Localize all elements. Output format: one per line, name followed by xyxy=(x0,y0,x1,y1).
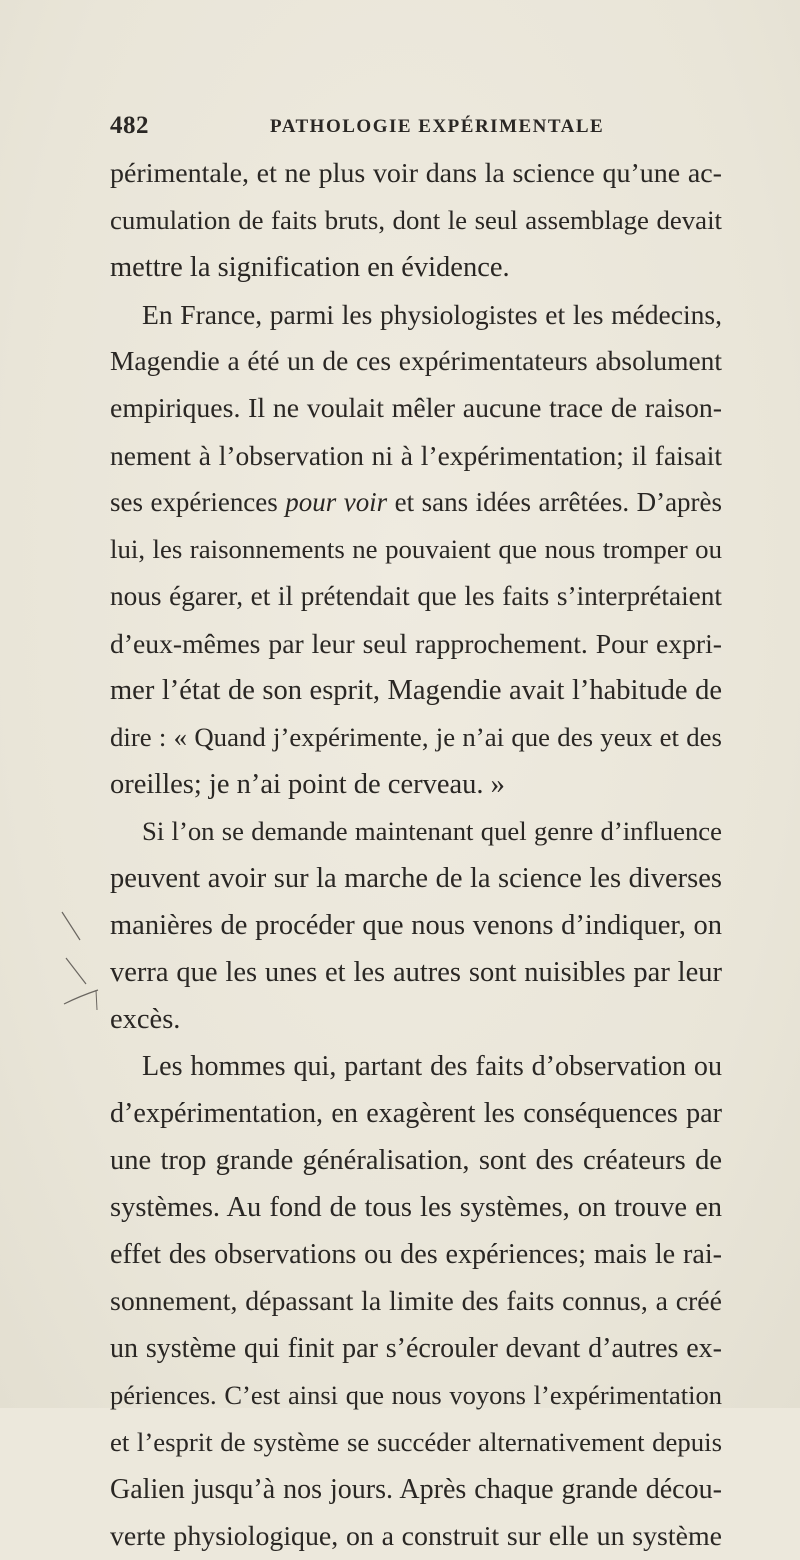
text-line: d’expérimentation, en exagèrent les conséquences par xyxy=(110,1098,722,1129)
text-line: périences. C’est ainsi que nous voyons l’expérimentation xyxy=(110,1380,722,1410)
text-line: excès. xyxy=(110,1004,181,1035)
text-line: mettre la signification en évidence. xyxy=(110,252,510,283)
text-line: périmentale, et ne plus voir dans la science qu’une ac- xyxy=(110,158,722,189)
text-line: mer l’état de son esprit, Magendie avait l’habitude de xyxy=(110,675,722,706)
text-line: ses expériences pour voir et sans idées arrêtées. D’après xyxy=(110,487,722,517)
text-line: manières de procéder que nous venons d’indiquer, on xyxy=(110,910,722,941)
text-line: peuvent avoir sur la marche de la science les diverses xyxy=(110,863,722,894)
page-number: 482 xyxy=(110,112,149,139)
text-line: systèmes. Au fond de tous les systèmes, on trouve en xyxy=(110,1192,722,1223)
page-header xyxy=(110,112,710,142)
running-head: PATHOLOGIE EXPÉRIMENTALE xyxy=(270,116,605,137)
text-line: cumulation de faits bruts, dont le seul assemblage devait xyxy=(110,205,722,235)
text-line: Galien jusqu’à nos jours. Après chaque grande décou- xyxy=(110,1474,722,1505)
text-line: Magendie a été un de ces expérimentateurs absolument xyxy=(110,346,722,376)
text-line: dire : « Quand j’expérimente, je n’ai que des yeux et des xyxy=(110,722,722,752)
text-line: un système qui finit par s’écrouler devant d’autres ex- xyxy=(110,1333,722,1364)
text-line: d’eux-mêmes par leur seul rapprochement. Pour expri- xyxy=(110,628,722,659)
text-line: empiriques. Il ne voulait mêler aucune trace de raison- xyxy=(110,393,722,424)
text-line: sonnement, dépassant la limite des faits connus, a créé xyxy=(110,1286,722,1317)
text-line: nous égarer, et il prétendait que les faits s’interprétaient xyxy=(110,581,722,611)
italic-emphasis: pour voir xyxy=(285,487,388,517)
pencil-margin-mark xyxy=(60,910,120,1030)
text-line: En France, parmi les physiologistes et les médecins, xyxy=(142,299,722,330)
text-line: lui, les raisonnements ne pouvaient que nous tromper ou xyxy=(110,534,722,564)
text-line: et l’esprit de système se succéder alternativement depuis xyxy=(110,1427,722,1457)
text-line: nement à l’observation ni à l’expérimentation; il faisait xyxy=(110,440,722,471)
text-line: Si l’on se demande maintenant quel genre d’influence xyxy=(142,816,722,846)
text-line: effet des observations ou des expériences; mais le rai- xyxy=(110,1239,722,1270)
text-line: Les hommes qui, partant des faits d’observation ou xyxy=(142,1051,722,1082)
text-line: verra que les unes et les autres sont nuisibles par leur xyxy=(110,957,722,988)
body-text xyxy=(110,150,722,1560)
text-line: verte physiologique, on a construit sur elle un système xyxy=(110,1521,722,1552)
text-line: oreilles; je n’ai point de cerveau. » xyxy=(110,769,505,800)
text-line: une trop grande généralisation, sont des créateurs de xyxy=(110,1145,722,1176)
